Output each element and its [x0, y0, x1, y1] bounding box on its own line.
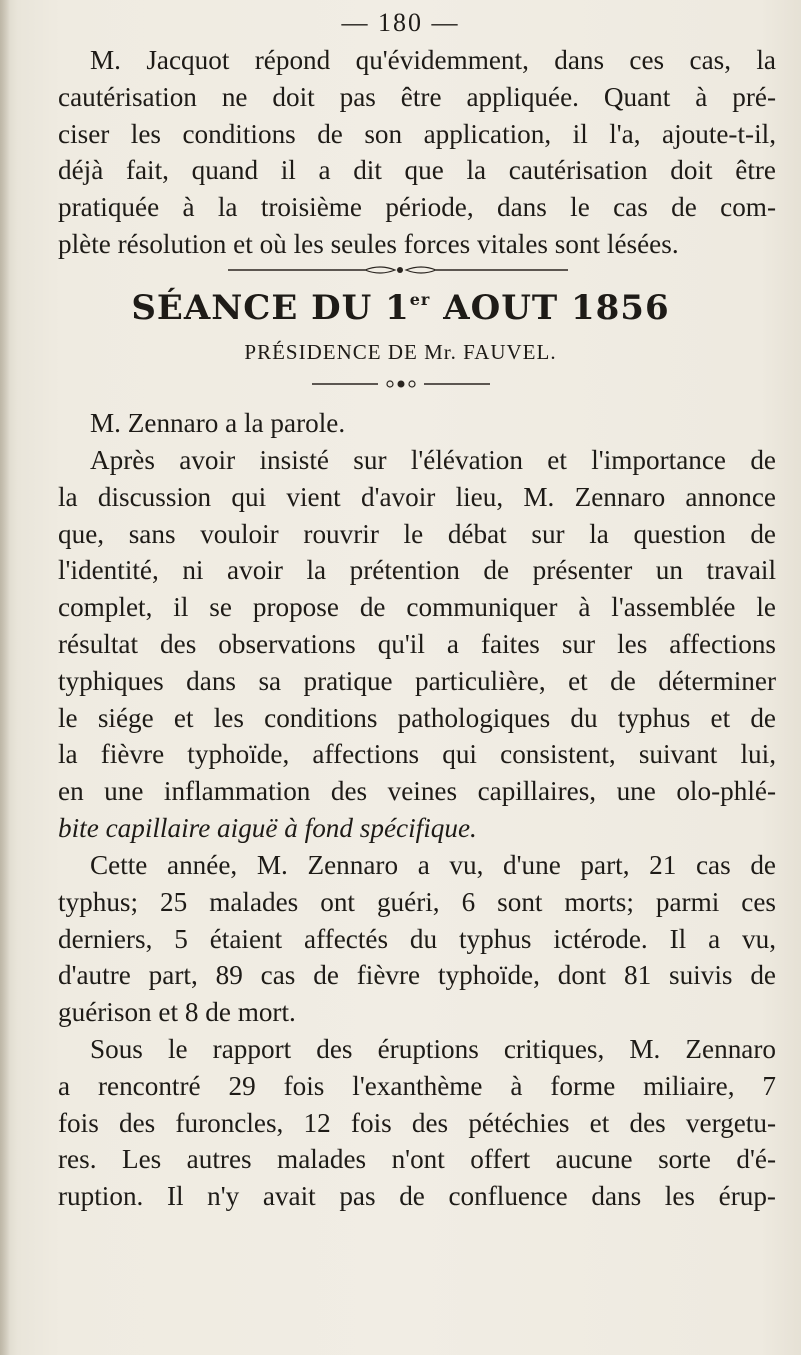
line-text: ciser les conditions de son application, il l'a, ajoute-t-il,	[58, 118, 776, 149]
text-line	[58, 79, 776, 116]
line-text: pratiquée à la troisième période, dans le cas de com-	[58, 192, 776, 223]
binding-shadow	[0, 0, 10, 1355]
line-text: fois des furoncles, 12 fois des pétéchies et des vergetu-	[58, 1107, 776, 1138]
line-text: derniers, 5 étaient affectés du typhus ictérode. Il a vu,	[58, 923, 776, 954]
line-text: guérison et 8 de mort.	[58, 997, 296, 1028]
paragraph-zennaro-discussion	[58, 442, 776, 847]
page-number: — 180 —	[341, 8, 460, 37]
line-text: d'autre part, 89 cas de fièvre typhoïde, dont 81 suivis de	[58, 960, 776, 991]
text-line	[58, 921, 776, 958]
ornament-divider	[0, 263, 801, 277]
line-text: en une inflammation des veines capillaires, une olo-phlé-	[58, 776, 776, 807]
paragraph-eruptions	[58, 1031, 776, 1215]
small-ornament-divider	[0, 377, 801, 391]
text-line	[58, 1178, 776, 1215]
line-text: que, sans vouloir rouvrir le débat sur la question de	[58, 518, 776, 549]
text-line	[58, 1105, 776, 1142]
line-text: Cette année, M. Zennaro a vu, d'une part, 21 cas de	[90, 850, 776, 880]
heading-superscript: er	[409, 290, 431, 309]
line-text: résultat des observations qu'il a faites sur les affections	[58, 628, 776, 659]
line-text: typhiques dans sa pratique particulière, et de déterminer	[58, 665, 776, 696]
text-line	[58, 516, 776, 553]
heading-date: AOUT 1856	[430, 288, 670, 328]
text-line	[58, 773, 776, 810]
text-line	[58, 479, 776, 516]
line-text: res. Les autres malades n'ont offert aucune sorte d'é-	[58, 1144, 776, 1175]
text-line	[58, 442, 776, 479]
text-line	[58, 847, 776, 884]
text-line	[58, 700, 776, 737]
line-text: la discussion qui vient d'avoir lieu, M. Zennaro annonce	[58, 481, 776, 512]
text-line	[58, 152, 776, 189]
session-heading	[0, 288, 801, 328]
text-line	[58, 116, 776, 153]
line-text: M. Zennaro a la parole.	[90, 408, 346, 438]
line-text: typhus; 25 malades ont guéri, 6 sont morts; parmi ces	[58, 886, 776, 917]
text-line	[58, 626, 776, 663]
line-text: bite capillaire aiguë à fond spécifique.	[58, 812, 477, 843]
text-line	[58, 405, 776, 442]
text-line	[58, 994, 776, 1031]
line-text: déjà fait, quand il a dit que la cautérisation doit être	[58, 155, 776, 186]
line-text: la fièvre typhoïde, affections qui consistent, suivant lui,	[58, 739, 776, 770]
line-text: ruption. Il n'y avait pas de confluence dans les érup-	[58, 1181, 776, 1212]
text-line	[58, 589, 776, 626]
text-line	[58, 1068, 776, 1105]
text-line	[58, 226, 776, 263]
text-line	[58, 957, 776, 994]
presidency-line: PRÉSIDENCE DE Mr. FAUVEL.	[244, 340, 557, 364]
heading-text: SÉANCE DU 1	[131, 288, 410, 328]
line-text: Après avoir insisté sur l'élévation et l'importance de	[90, 445, 776, 475]
text-line	[58, 1031, 776, 1068]
line-text: M. Jacquot répond qu'évidemment, dans ces cas, la	[90, 45, 776, 75]
line-text: cautérisation ne doit pas être appliquée. Quant à pré-	[58, 81, 776, 112]
text-line	[58, 884, 776, 921]
text-line	[58, 810, 776, 847]
line-text: a rencontré 29 fois l'exanthème à forme miliaire, 7	[58, 1070, 776, 1101]
paragraph-zennaro-parole	[58, 405, 776, 442]
text-line	[58, 189, 776, 226]
line-text: plète résolution et où les seules forces vitales sont lésées.	[58, 228, 679, 259]
line-text: Sous le rapport des éruptions critiques, M. Zennaro	[90, 1034, 776, 1064]
text-line	[58, 1141, 776, 1178]
text-line	[58, 42, 776, 79]
text-line	[58, 552, 776, 589]
line-text: l'identité, ni avoir la prétention de présenter un travail	[58, 555, 776, 586]
line-text: le siége et les conditions pathologiques du typhus et de	[58, 702, 776, 733]
text-line	[58, 663, 776, 700]
line-text: complet, il se propose de communiquer à l'assemblée le	[58, 592, 776, 623]
paragraph-statistics	[58, 847, 776, 1031]
paragraph-jacquot	[58, 42, 776, 263]
text-line	[58, 736, 776, 773]
